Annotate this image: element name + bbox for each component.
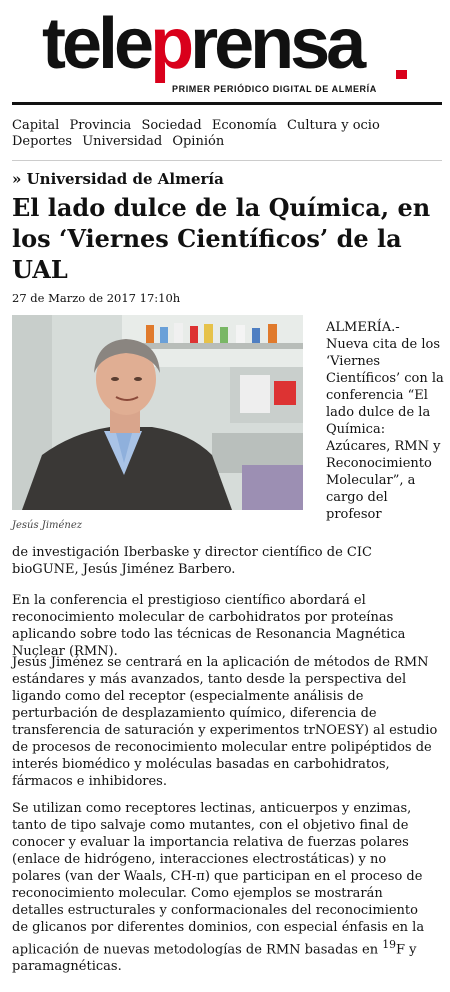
site-logo[interactable] — [42, 4, 402, 84]
nav-item-deportes[interactable]: Deportes — [12, 134, 73, 149]
nav-item-universidad[interactable]: Universidad — [82, 134, 163, 149]
article-paragraph-4: Se utilizan como receptores lectinas, anticuerpos y enzimas, tanto de tipo salvaje como mutantes, con el objetivo final de conocer y evaluar la importancia relativa de fuerzas polares (enlace de hidrógeno, interacciones electrostáticas) y no polares (van der Waals, CH-π) que participan en el proceso de reconocimiento molecular. Como ejemplos se mostrarán detalles estructurales y conformacionales del reconocimiento de glicanos por diferentes dominios, con especial énfasis en la aplicación de nuevas metodologías de RMN basadas en $^{19}$F y paramagnéticas. — [12, 801, 425, 975]
nav-item-cultura[interactable]: Cultura y ocio — [287, 118, 380, 133]
article-photo — [12, 315, 303, 510]
nav-divider — [12, 160, 442, 161]
site-tagline: PRIMER PERIÓDICO DIGITAL DE ALMERÍA — [172, 84, 377, 94]
logo-dot — [396, 70, 407, 79]
photo-caption: Jesús Jiménez — [12, 520, 83, 531]
nav-item-economia[interactable]: Economía — [211, 118, 277, 133]
article-intro-column: ALMERÍA.- Nueva cita de los ‘Viernes Científicos’ con la conferencia “El lado dulce de la Química: Azúcares, RMN y Reconocimiento Molecular”, a cargo del profesor — [326, 320, 444, 522]
nav-item-sociedad[interactable]: Sociedad — [141, 118, 202, 133]
article-title: El lado dulce de la Química, en los ‘Viernes Científicos’ de la UAL — [12, 193, 431, 284]
article-paragraph-3: Jesús Jiménez se centrará en la aplicación de métodos de RMN estándares y más avanzados, tanto desde la perspectiva del ligando como del receptor (especialmente análisis de perturbación de desplazamiento químico, diferencia de transferencia de saturación y experimentos trNOESY) al estudio de procesos de reconocimiento molecular entre polipéptidos de interés biomédico y moléculas basadas en carbohidratos, fármacos e inhibidores. — [12, 655, 438, 789]
nav-item-capital[interactable]: Capital — [12, 118, 60, 133]
article-date: 27 de Marzo de 2017 17:10h — [12, 291, 181, 305]
nav-item-provincia[interactable]: Provincia — [69, 118, 132, 133]
article-paragraph-2: En la conferencia el prestigioso científico abordará el reconocimiento molecular de carbohidratos por proteínas aplicando sobre todo las técnicas de Resonancia Magnética Nuclear (RMN). — [12, 593, 406, 659]
header-rule — [12, 102, 442, 105]
article-paragraph-1: de investigación Iberbaske y director científico de CIC bioGUNE, Jesús Jiménez Barbero. — [12, 545, 372, 577]
main-nav — [12, 118, 432, 150]
portrait-illustration — [12, 315, 303, 510]
section-link[interactable]: » Universidad de Almería — [12, 170, 224, 188]
nav-item-opinion[interactable]: Opinión — [172, 134, 225, 149]
logo-wordmark: teleprensa — [42, 4, 363, 84]
